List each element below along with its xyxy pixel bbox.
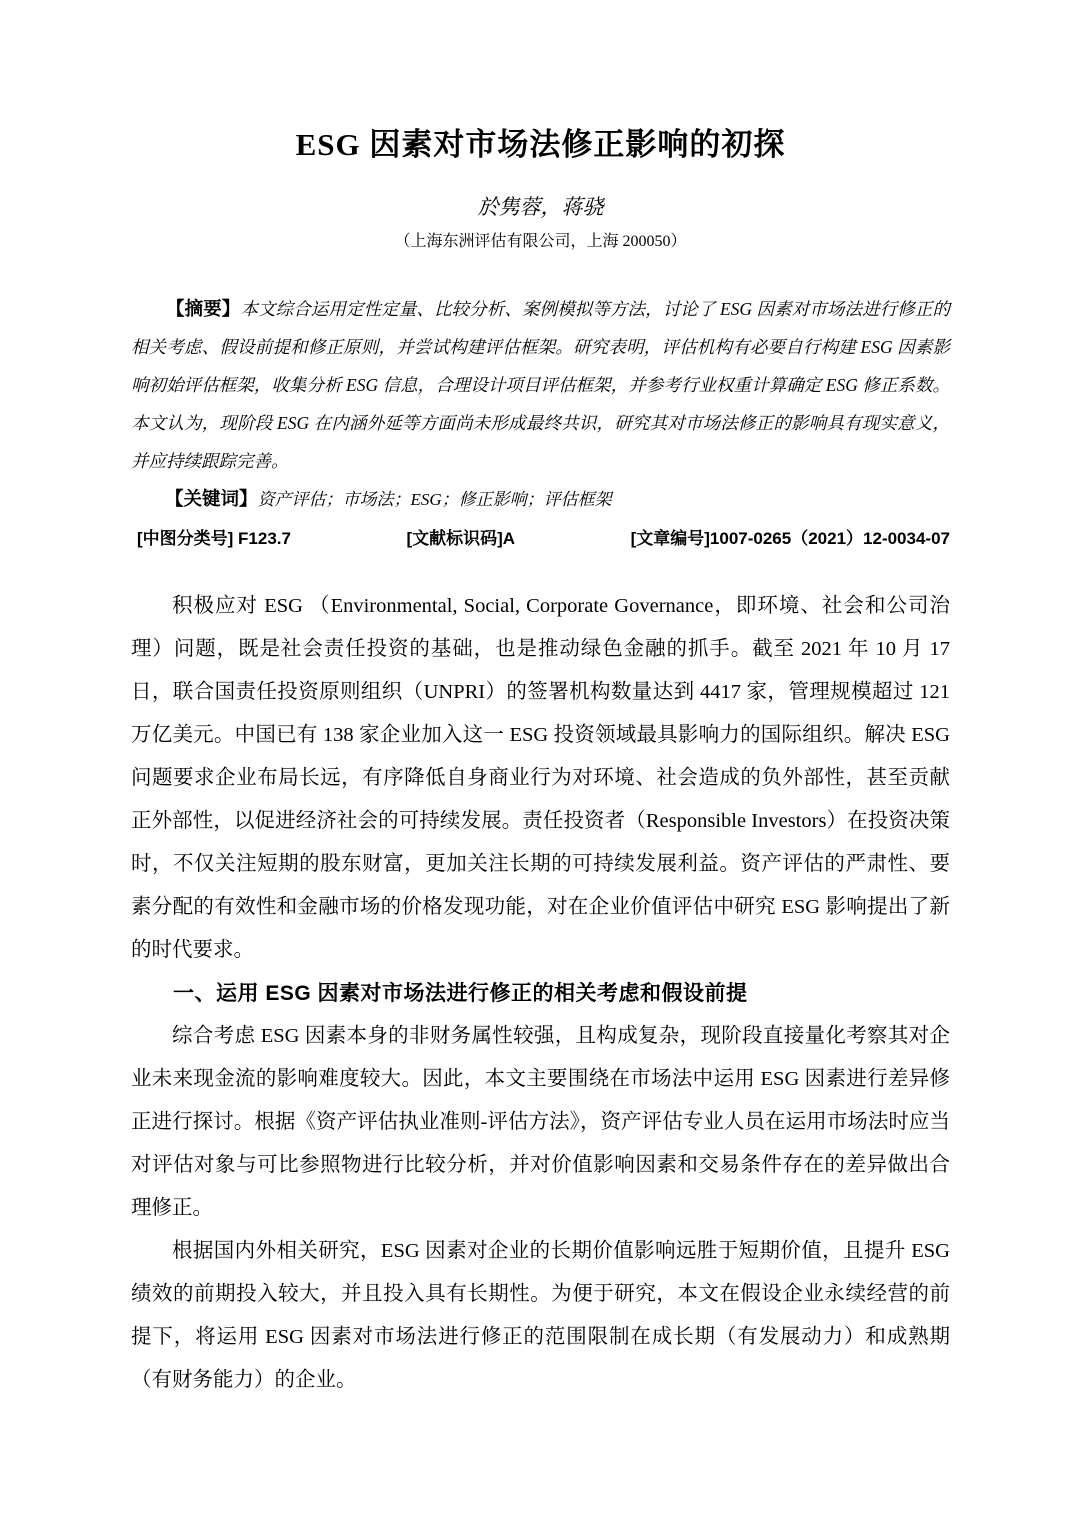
keywords-label: 【关键词】 — [165, 488, 258, 509]
article-id: [文章编号]1007-0265（2021）12-0034-07 — [630, 529, 950, 548]
keywords-text: 资产评估；市场法；ESG；修正影响；评估框架 — [257, 490, 612, 509]
abstract-text: 本文综合运用定性定量、比较分析、案例模拟等方法，讨论了 ESG 因素对市场法进行修正的相关考虑、假设前提和修正原则，并尝试构建评估框架。研究表明，评估机构有必要自行构建 ESG 因素影响初始评估框架，收集分析 ESG 信息，合理设计项目评估框架，并参考行业权重计算确定 ESG 修正系数。本文认为，现阶段 ESG 在内涵外延等方面尚未形成最终共识，研究其对市场法修正的影响具有现实意义，并应持续跟踪完善。 — [131, 299, 950, 471]
document-code: [文献标识码]A — [406, 529, 516, 548]
classification-line — [131, 521, 950, 557]
paper-affiliation: （上海东洲评估有限公司，上海 200050） — [394, 233, 687, 250]
abstract-paragraph — [131, 290, 950, 480]
section1-paragraph-2: 根据国内外相关研究，ESG 因素对企业的长期价值影响远胜于短期价值，且提升 ESG 绩效的前期投入较大，并且投入具有长期性。为便于研究，本文在假设企业永续经营的前提下，将运用 ESG 因素对市场法进行修正的范围限制在成长期（有发展动力）和成熟期（有财务能力）的企业。 — [131, 1240, 950, 1391]
paper-authors: 於隽蓉，蒋骁 — [477, 195, 604, 219]
paper-title: ESG 因素对市场法修正影响的初探 — [295, 127, 786, 162]
clc-number: [中图分类号] F123.7 — [137, 529, 291, 548]
intro-paragraph: 积极应对 ESG （Environmental, Social, Corporate Governance，即环境、社会和公司治理）问题，既是社会责任投资的基础，也是推动绿色金融的抓手。截至 2021 年 10 月 17 日，联合国责任投资原则组织（UNPRI）的签署机构数量达到 4417 家，管理规模超过 121 万亿美元。中国已有 138 家企业加入这一 ESG 投资领域最具影响力的国际组织。解决 ESG 问题要求企业布局长远，有序降低自身商业行为对环境、社会造成的负外部性，甚至贡献正外部性，以促进经济社会的可持续发展。责任投资者（Responsible Investors）在投资决策时，不仅关注短期的股东财富，更加关注长期的可持续发展利益。资产评估的严肃性、要素分配的有效性和金融市场的价格发现功能，对在企业价值评估中研究 ESG 影响提出了新的时代要求。 — [131, 595, 950, 961]
abstract-label: 【摘要】 — [166, 298, 241, 319]
section-heading-1: 一、运用 ESG 因素对市场法进行修正的相关考虑和假设前提 — [173, 982, 748, 1005]
keywords-line — [131, 480, 950, 519]
section1-paragraph-1: 综合考虑 ESG 因素本身的非财务属性较强，且构成复杂，现阶段直接量化考察其对企业未来现金流的影响难度较大。因此，本文主要围绕在市场法中运用 ESG 因素进行差异修正进行探讨。根据《资产评估执业准则-评估方法》，资产评估专业人员在运用市场法时应当对评估对象与可比参照物进行比较分析，并对价值影响因素和交易条件存在的差异做出合理修正。 — [131, 1025, 950, 1219]
